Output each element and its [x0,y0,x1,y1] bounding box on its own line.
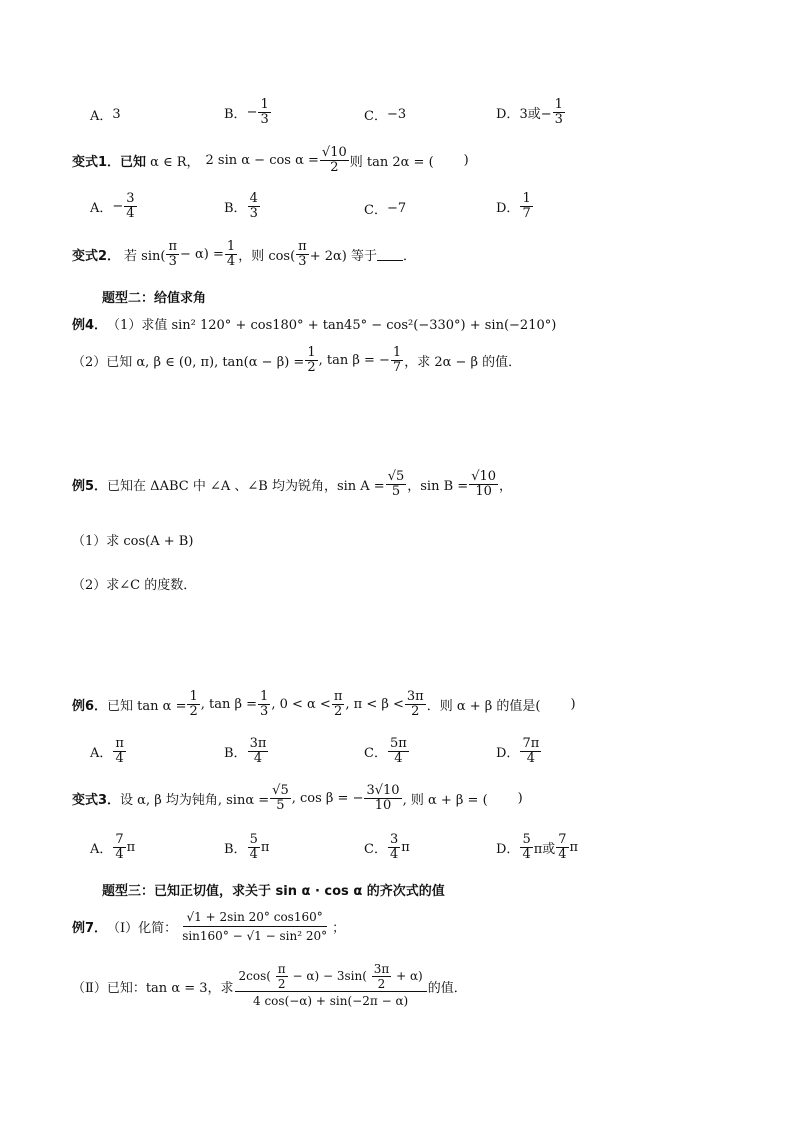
example-label: 例4． [72,318,108,333]
fraction: $\frac{√5}{5}$ [272,783,289,813]
variant-1-option-a: A． − $\frac{3}{4}$ [90,191,135,221]
option-d-pre [496,98,566,127]
example-5-part-1: （1）求 cos(A + B) [72,534,194,549]
fraction: $\frac{3\pi}{2}$ [406,689,424,719]
variant-3-option-d: D． $\frac{5}{4}$ π或 $\frac{7}{4}$ π [496,832,579,862]
example-7-part-2: （Ⅱ）已知：tan α = 3，求 2cos( $\frac{\pi}{2}$ − α) − 3sin( $\frac{3\pi}{2}$ + α) 4 cos(−α) + sin(−2π − α) 的值． [72,962,467,1008]
example-label: 例5． [72,479,108,494]
fraction: $\frac{1}{2}$ [189,689,198,719]
fraction: $\frac{3\pi}{2}$ [373,962,390,991]
example-7-part-1: 例7． （Ⅰ）化简： $\frac{√1 + 2\sin 20^\circ \cos 160^\circ}{\text{sin160° − √1 − sin² 20°}}$ ； [72,910,346,943]
fraction: $\frac{\pi}{2}$ [333,689,343,719]
variant-2-stem: 变式2． 若 sin( $\frac{\pi}{3}$ − α) = $\frac{1}{4}$ ，则 cos( $\frac{\pi}{3}$ + 2α) 等于 ． [72,239,417,269]
variant-3-option-b: B． $\frac{5}{4}$ π [224,832,270,862]
option-value: 3或− [519,107,552,122]
example-label: 例6． [72,699,108,714]
example-4-part-1: 例4． （1）求值 sin² 120° + cos180° + tan45° − cos²(−330°) + sin(−210°) [72,314,556,333]
option-value: 3 [112,106,121,122]
variant-3-option-c: C． $\frac{3}{4}$ π [364,832,410,862]
option-sign: − [246,105,258,120]
variant-1-option-c: C． −7 [364,200,407,218]
fraction: $\frac{5}{4}$ [522,832,531,862]
fraction: $\frac{4}{3}$ [249,191,258,221]
fraction: $\frac{7\pi}{4}$ [522,736,540,766]
option-letter: A． [90,108,113,124]
fraction: $\frac{1}{3}$ [260,689,269,719]
fraction: $\frac{3}{4}$ [126,191,135,221]
variant-label: 变式3． [72,793,121,808]
fraction: $\frac{1}{4}$ [226,239,236,269]
option-value: −3 [386,106,407,122]
variant-1-option-d: D． $\frac{1}{7}$ [496,191,531,221]
example-6-stem: 例6． 已知 tan α = $\frac{1}{2}$ , tan β = $\frac{1}{3}$ , 0 < α < $\frac{\pi}{2}$ , π < β < $\frac{3\pi}{2}$ ．则 α + β 的值是( ) [72,689,576,719]
fraction: $\frac{\pi}{3}$ [168,239,177,269]
fraction: $\frac{√1 + 2\sin 20^\circ \cos 160^\circ}{\text{sin160° − √1 − sin² 20°}}$ [182,910,328,943]
fraction: $\frac{1}{7}$ [522,191,531,221]
variant-label: 变式2． [72,249,121,264]
fraction: $\frac{7}{4}$ [558,832,567,862]
fraction: $\frac{1}{3}$ [260,97,269,127]
fraction: $\frac{1}{2}$ [307,345,316,375]
fraction: 2cos( $\frac{\pi}{2}$ − α) − 3sin( $\frac{3\pi}{2}$ + α) 4 cos(−α) + sin(−2π − α) [235,962,427,1010]
fraction: $\frac{3}{4}$ [389,832,399,862]
option-b-pre [224,98,272,127]
variant-1-stem: 变式1． 已知 α ∈ R， 2 sin α − cos α = $\frac{√10}{2}$ 则 tan 2α = ( ) [72,145,469,175]
fraction: $\frac{√5}{5}$ [387,469,405,499]
section-title-type-2: 题型二：给值求角 [102,291,207,306]
option-c-pre [364,104,406,124]
fraction: $\frac{\pi}{2}$ [277,962,286,991]
fraction: $\frac{√10}{2}$ [321,145,347,175]
fraction: $\frac{1}{7}$ [392,345,402,375]
section-title-type-3: 题型三：已知正切值，求关于 sin α · cos α 的齐次式的值 [102,884,445,899]
example-5-part-2: （2）求∠C 的度数． [72,578,197,593]
option-letter: B． [224,107,247,122]
example-label: 例7． [72,921,108,936]
fraction: $\frac{\pi}{4}$ [115,736,124,766]
fraction: $\frac{√10}{10}$ [471,469,497,499]
example-6-option-d: D． $\frac{7\pi}{4}$ [496,736,540,766]
example-6-option-a: A． $\frac{\pi}{4}$ [90,736,124,766]
fraction: $\frac{1}{3}$ [554,97,563,127]
variant-1-option-b: B． $\frac{4}{3}$ [224,191,258,221]
example-5-stem: 例5． 已知在 ΔABC 中 ∠A 、∠B 均为锐角，sin A = $\frac{√5}{5}$ ，sin B = $\frac{√10}{10}$ ， [72,469,513,499]
fraction: $\frac{7}{4}$ [115,832,124,862]
answer-blank [377,248,403,261]
fraction: $\frac{5\pi}{4}$ [389,736,407,766]
variant-3-stem: 变式3． 设 α, β 均为钝角, sinα = $\frac{√5}{5}$ , cos β = − $\frac{3√10}{10}$ , 则 α + β = ( ) [72,783,523,813]
option-a-pre [90,104,121,124]
fraction: $\frac{3\pi}{4}$ [249,736,267,766]
example-4-part-2: （2）已知 α, β ∈ (0, π), tan(α − β) = $\frac{1}{2}$ , tan β = − $\frac{1}{7}$ ，求 2α − β 的值． [72,345,522,375]
fraction: $\frac{\pi}{3}$ [298,239,307,269]
example-6-option-c: C． $\frac{5\pi}{4}$ [364,736,407,766]
fraction: $\frac{5}{4}$ [249,832,258,862]
option-letter: C． [364,108,387,124]
variant-label: 变式1． [72,155,121,170]
variant-3-option-a: A． $\frac{7}{4}$ π [90,832,136,862]
fraction: $\frac{3√10}{10}$ [366,783,400,813]
example-6-option-b: B． $\frac{3\pi}{4}$ [224,736,267,766]
option-letter: D． [496,107,520,122]
